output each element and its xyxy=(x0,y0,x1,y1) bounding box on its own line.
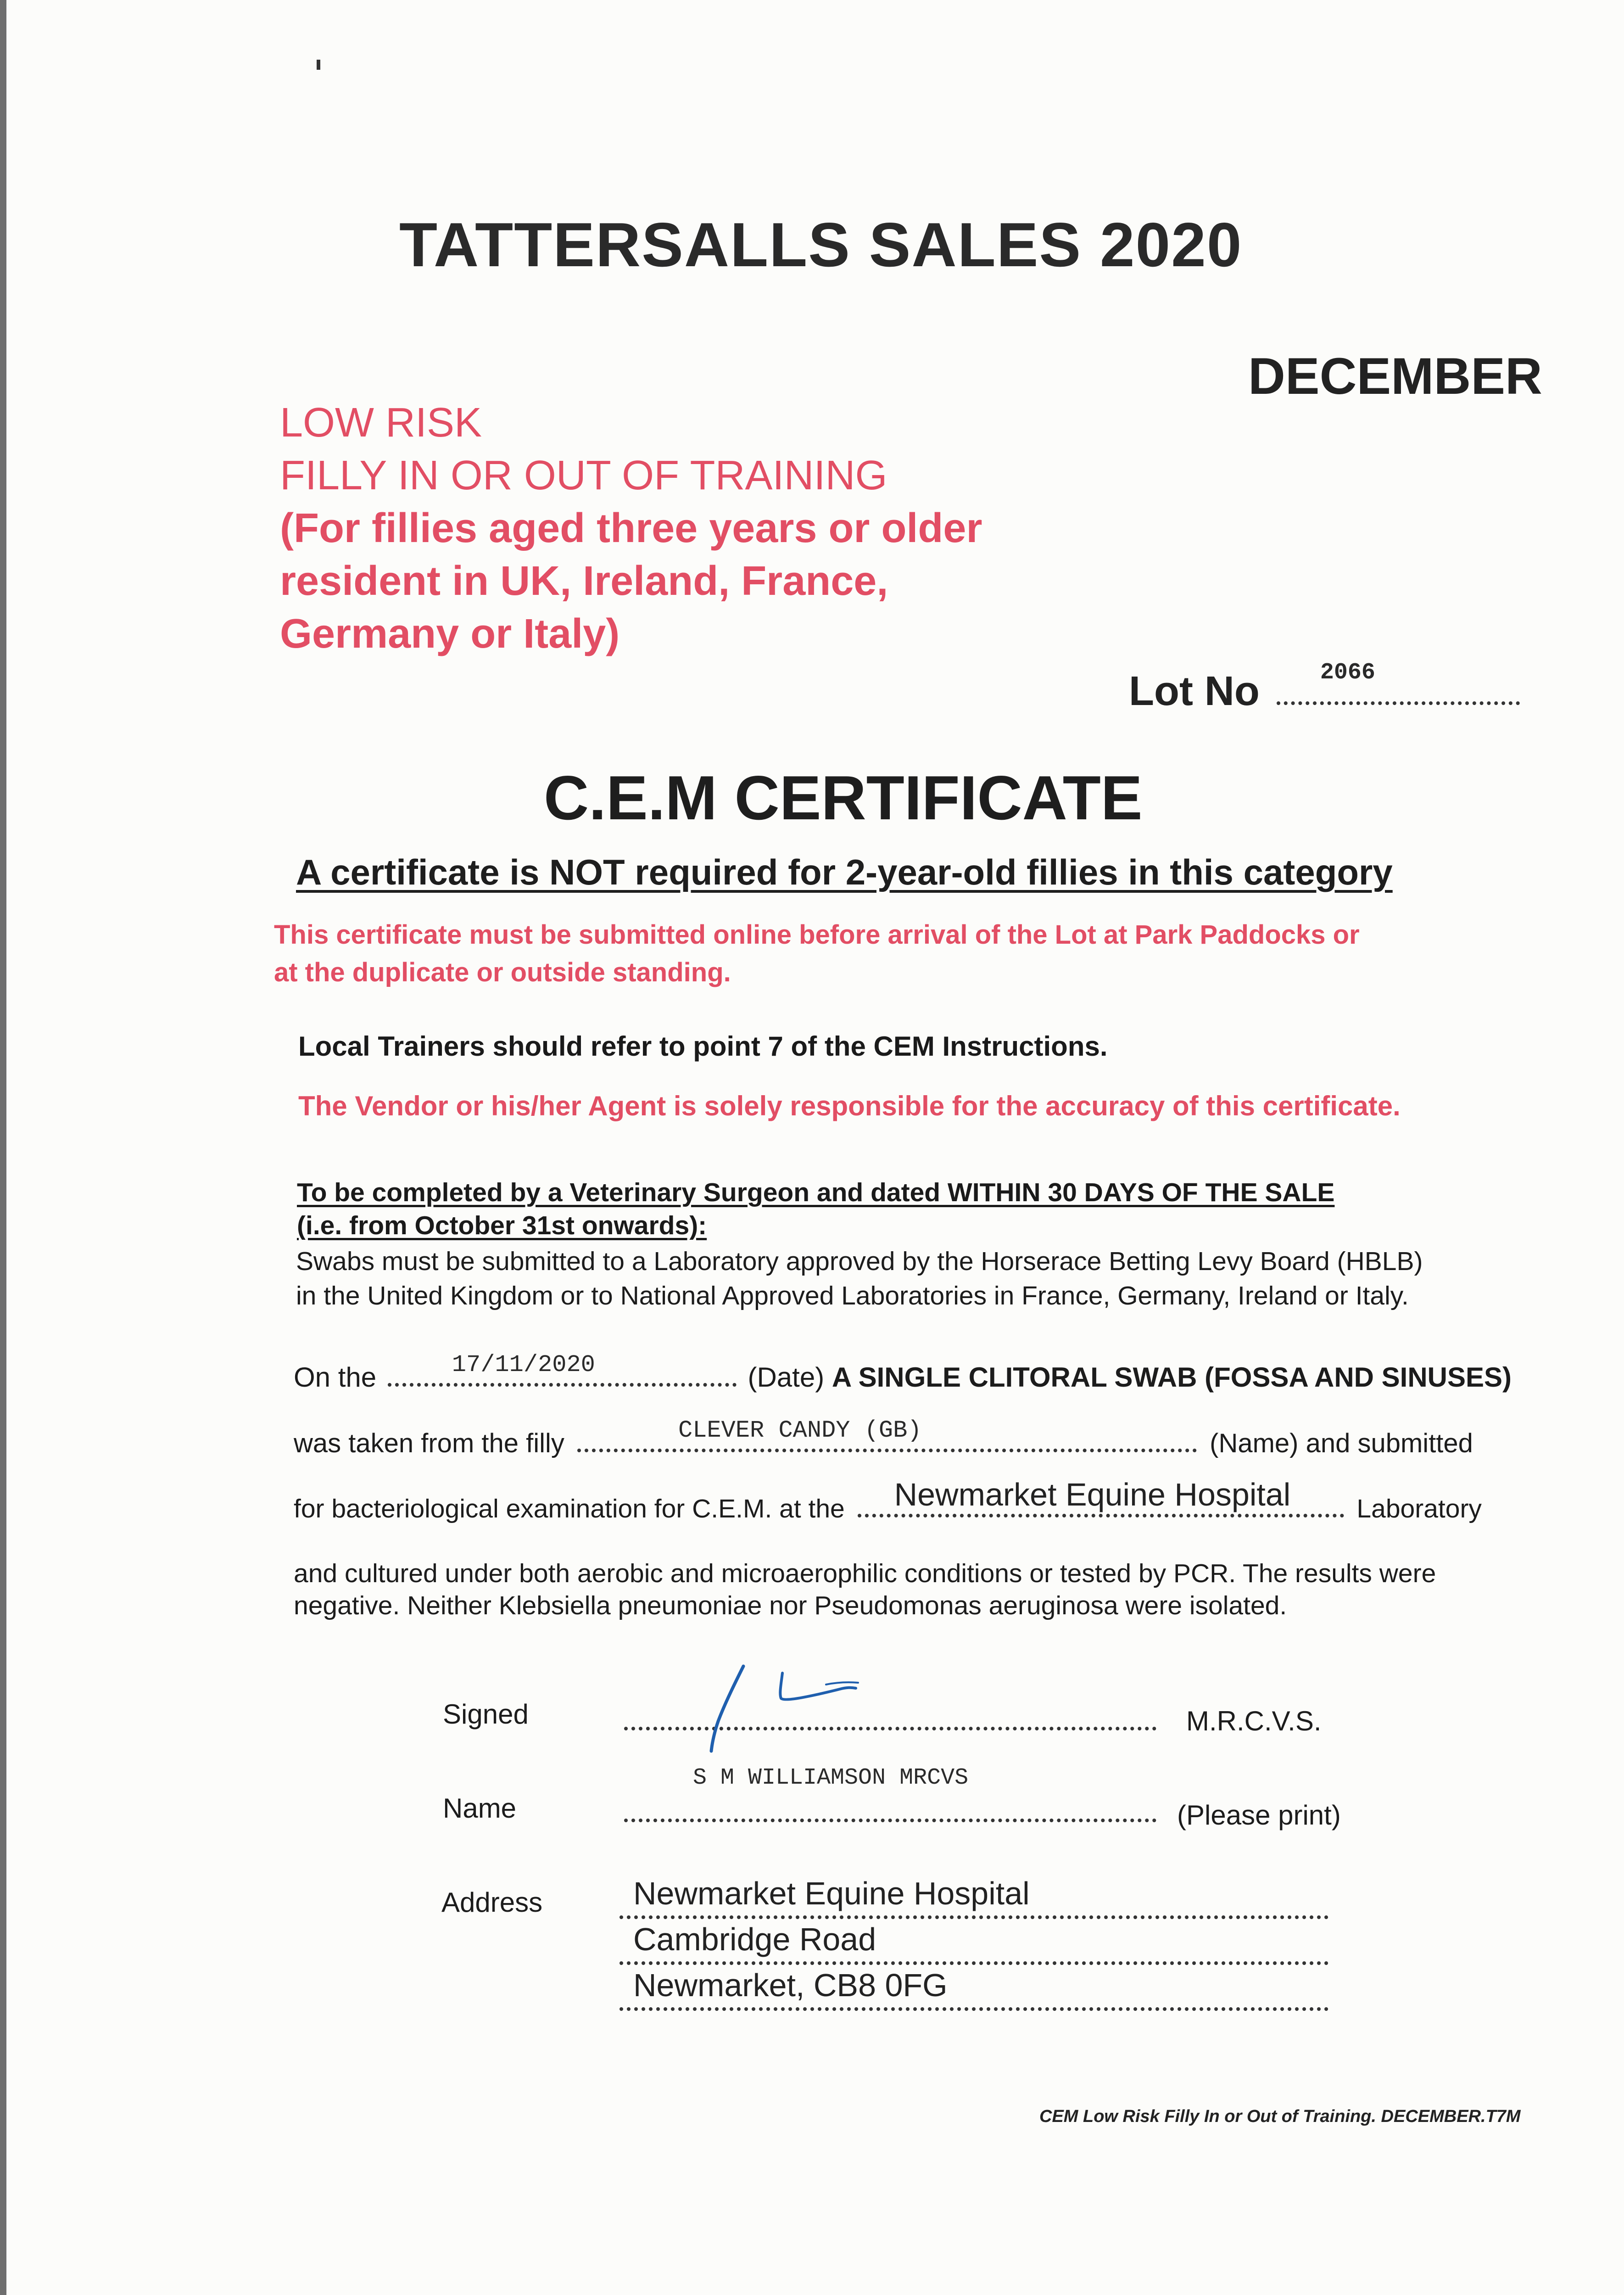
filly-name-field xyxy=(577,1417,1197,1452)
category-line-5: Germany or Italy) xyxy=(280,611,620,657)
local-trainers-note: Local Trainers should refer to point 7 of the CEM Instructions. xyxy=(298,1031,1108,1062)
submit-notice-line-1: This certificate must be submitted online before arrival of the Lot at Park Paddocks or xyxy=(274,920,1360,950)
lab-name-field xyxy=(858,1477,1344,1517)
signature xyxy=(675,1652,913,1758)
document-title: TATTERSALLS SALES 2020 xyxy=(399,210,1243,280)
vet-heading-line-1: To be completed by a Veterinary Surgeon and dated WITHIN 30 DAYS OF THE SALE xyxy=(297,1178,1335,1207)
cultured-text-line-1: and cultured under both aerobic and microaerophilic conditions or tested by PCR. The results were xyxy=(294,1559,1436,1588)
sale-month: DECEMBER xyxy=(1248,347,1542,405)
address-line-1-text: Newmarket Equine Hospital xyxy=(633,1875,1030,1911)
category-line-1: LOW RISK xyxy=(280,400,482,446)
date-line xyxy=(294,1351,1512,1393)
swab-text-line-2: in the United Kingdom or to National Approved Laboratories in France, Germany, Ireland or Italy. xyxy=(296,1281,1409,1310)
swab-type: A SINGLE CLITORAL SWAB (FOSSA AND SINUSES) xyxy=(832,1362,1512,1393)
scan-edge xyxy=(0,0,6,2295)
vendor-notice: The Vendor or his/her Agent is solely responsible for the accuracy of this certificate. xyxy=(298,1091,1401,1121)
lot-number xyxy=(1129,660,1520,715)
swab-text-line-1: Swabs must be submitted to a Laboratory approved by the Horserace Betting Levy Board (HBLB) xyxy=(296,1247,1423,1276)
vet-name: S M WILLIAMSON MRCVS xyxy=(693,1765,969,1791)
vet-heading-line-2: (i.e. from October 31st onwards): xyxy=(297,1211,707,1240)
category-line-2: FILLY IN OR OUT OF TRAINING xyxy=(280,453,887,498)
category-line-4: resident in UK, Ireland, France, xyxy=(280,558,888,604)
lot-label: Lot No xyxy=(1129,668,1260,714)
not-required-notice: A certificate is NOT required for 2-year-old fillies in this category xyxy=(296,852,1393,892)
on-the-label: On the xyxy=(294,1362,377,1393)
date-label: (Date) xyxy=(748,1362,825,1393)
filly-name: CLEVER CANDY (GB) xyxy=(678,1417,922,1444)
lab-name: Newmarket Equine Hospital xyxy=(894,1477,1291,1512)
vet-name-field xyxy=(624,1765,1156,1822)
lab-line xyxy=(294,1477,1482,1524)
address-line-3 xyxy=(619,1967,1328,2011)
address-line-3-text: Newmarket, CB8 0FG xyxy=(633,1967,948,2003)
address-line-2 xyxy=(619,1921,1328,1965)
footer-reference: CEM Low Risk Filly In or Out of Training. DECEMBER.T7M xyxy=(1039,2107,1521,2126)
date-field xyxy=(388,1351,737,1387)
signed-label: Signed xyxy=(443,1699,529,1730)
category-line-3: (For fillies aged three years or older xyxy=(280,505,982,551)
certificate-title: C.E.M CERTIFICATE xyxy=(544,763,1143,833)
address-line-1 xyxy=(619,1875,1328,1919)
name-submitted-label: (Name) and submitted xyxy=(1210,1428,1473,1458)
please-print-label: (Please print) xyxy=(1177,1800,1341,1830)
address-label: Address xyxy=(441,1887,543,1918)
mrcvs-label: M.R.C.V.S. xyxy=(1186,1706,1322,1736)
corner-mark xyxy=(317,60,320,70)
cultured-text-line-2: negative. Neither Klebsiella pneumoniae nor Pseudomonas aeruginosa were isolated. xyxy=(294,1591,1287,1620)
date-value: 17/11/2020 xyxy=(452,1351,595,1378)
name-label: Name xyxy=(443,1793,517,1824)
exam-text: for bacteriological examination for C.E.M. at the xyxy=(294,1494,845,1523)
filly-line xyxy=(294,1417,1473,1459)
lot-value: 2066 xyxy=(1320,660,1375,686)
taken-from-label: was taken from the filly xyxy=(294,1428,564,1458)
lot-value-field xyxy=(1277,660,1520,705)
address-line-2-text: Cambridge Road xyxy=(633,1921,876,1957)
submit-notice-line-2: at the duplicate or outside standing. xyxy=(274,957,731,987)
laboratory-label: Laboratory xyxy=(1356,1494,1482,1523)
